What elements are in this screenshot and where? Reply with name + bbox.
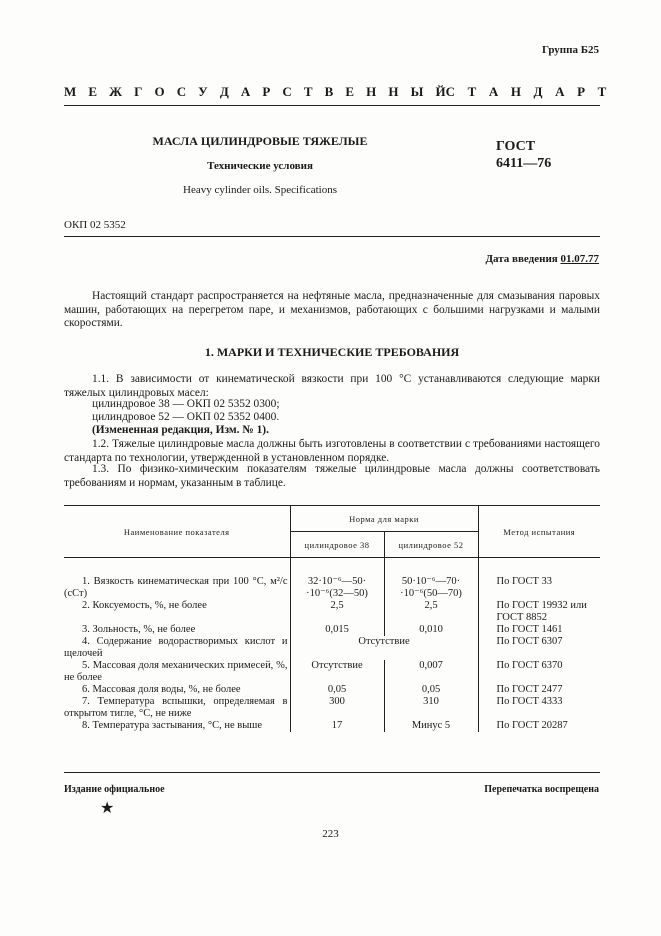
norm-grade-38: 2,5 <box>290 600 384 624</box>
table-row <box>64 660 600 684</box>
clause-1-1: 1.1. В зависимости от кинематической вязкости при 100 °С устанавливаются следующие марки тяжелых цилиндровых масел: <box>64 373 600 399</box>
indicator-name: 5. Массовая доля механических примесей, %, не более <box>64 659 288 683</box>
header-test-method: Метод испытания <box>478 506 600 558</box>
page-number: 223 <box>322 828 339 840</box>
table-row <box>64 624 600 636</box>
norm-grade-52: 50·10⁻⁶—70· ·10⁻⁶(50—70) <box>384 576 478 600</box>
table-bottom-rule <box>64 772 600 773</box>
norm-grade-38: 300 <box>290 696 384 720</box>
header-grade-38: цилиндровое 38 <box>290 532 384 558</box>
norm-grade-52: Минус 5 <box>384 720 478 732</box>
test-method: По ГОСТ 6307 <box>496 635 563 647</box>
norm-grade-38: 0,05 <box>290 684 384 696</box>
clause-1-2: 1.2. Тяжелые цилиндровые масла должны быть изготовлены в соответствии с требованиями настоящего стандарта по технологии, утвержденной в установленном порядке. <box>64 438 600 464</box>
norm-grade-52: 0,05 <box>384 684 478 696</box>
official-edition: Издание официальное <box>64 784 165 795</box>
indicator-name: 6. Массовая доля воды, %, не более <box>82 683 241 695</box>
section-title: 1. МАРКИ И ТЕХНИЧЕСКИЕ ТРЕБОВАНИЯ <box>204 345 460 359</box>
clause-1-1-grade-38: цилиндровое 38 — ОКП 02 5352 0300; <box>92 398 280 410</box>
table-row <box>64 684 600 696</box>
test-method: По ГОСТ 1461 <box>496 623 563 635</box>
clause-1-1-grade-52: цилиндровое 52 — ОКП 02 5352 0400. <box>92 411 280 423</box>
norm-grade-52: 2,5 <box>384 600 478 624</box>
norm-grade-52: 310 <box>384 696 478 720</box>
header-grade-52: цилиндровое 52 <box>384 532 478 558</box>
test-method: По ГОСТ 33 <box>496 575 553 587</box>
group-code: Группа Б25 <box>542 44 599 56</box>
norm-grade-52: 0,007 <box>384 660 478 684</box>
table-row <box>64 720 600 732</box>
norm-grade-38: 17 <box>290 720 384 732</box>
okp-code: ОКП 02 5352 <box>64 219 126 231</box>
standard-type-heading <box>64 84 607 100</box>
indicator-name: 1. Вязкость кинематическая при 100 °С, м²/с (сСт) <box>64 575 288 599</box>
test-method: По ГОСТ 6370 <box>496 659 563 671</box>
reprint-prohibited: Перепечатка воспрещена <box>484 784 599 795</box>
test-method: По ГОСТ 20287 <box>496 719 568 731</box>
indicator-name: 4. Содержание водорастворимых кислот и щелочей <box>64 635 288 659</box>
norm-grade-52: 0,010 <box>384 624 478 636</box>
star-icon: ★ <box>100 800 115 817</box>
date-value: 01.07.77 <box>560 253 599 265</box>
norm-both: Отсутствие <box>290 636 478 660</box>
table-row <box>64 600 600 624</box>
standard-word-standard: С Т А Н Д А Р Т <box>445 84 607 99</box>
test-method: По ГОСТ 2477 <box>496 683 563 695</box>
header-indicator-name: Наименование показателя <box>64 506 290 558</box>
effective-date <box>485 253 599 265</box>
header-rule <box>64 105 600 106</box>
test-method: По ГОСТ 19932 или ГОСТ 8852 <box>496 599 587 623</box>
clause-1-1-amendment: (Измененная редакция, Изм. № 1). <box>92 424 269 436</box>
intro-paragraph: Настоящий стандарт распространяется на нефтяные масла, предназначенные для смазывания паровых машин, работающих на перегретом паре, и механизмов, работающих с большими нагрузками и малыми скоростями. <box>64 290 600 329</box>
norm-grade-38: Отсутствие <box>290 660 384 684</box>
norm-grade-38: 0,015 <box>290 624 384 636</box>
clause-1-3: 1.3. По физико-химическим показателям тяжелые цилиндровые масла должны соответствовать требованиям и нормам, указанным в таблице. <box>64 463 600 489</box>
header-norm: Норма для марки <box>290 506 478 532</box>
gost-number <box>496 138 551 172</box>
english-title: Heavy cylinder oils. Specifications <box>183 184 337 196</box>
indicator-name: 2. Коксуемость, %, не более <box>82 599 207 611</box>
gost-code: 6411—76 <box>496 156 552 171</box>
norm-grade-38: 32·10⁻⁶—50· ·10⁻⁶(32—50) <box>290 576 384 600</box>
gost-label: ГОСТ <box>496 139 536 154</box>
specification-table <box>64 505 600 732</box>
indicator-name: 3. Зольность, %, не более <box>82 623 196 635</box>
standard-word-interstate: М Е Ж Г О С У Д А Р С Т В Е Н Н Ы Й <box>64 84 446 99</box>
indicator-name: 7. Температура вспышки, определяемая в открытом тигле, °С, не ниже <box>64 695 288 719</box>
test-method: По ГОСТ 4333 <box>496 695 563 707</box>
table-row <box>64 696 600 720</box>
indicator-name: 8. Температура застывания, °С, не выше <box>82 719 262 731</box>
date-label: Дата введения <box>485 253 561 265</box>
document-title: МАСЛА ЦИЛИНДРОВЫЕ ТЯЖЕЛЫЕ <box>152 134 368 148</box>
table-row <box>64 576 600 600</box>
okp-rule <box>64 236 600 237</box>
document-subtitle: Технические условия <box>207 160 313 172</box>
table-row <box>64 636 600 660</box>
